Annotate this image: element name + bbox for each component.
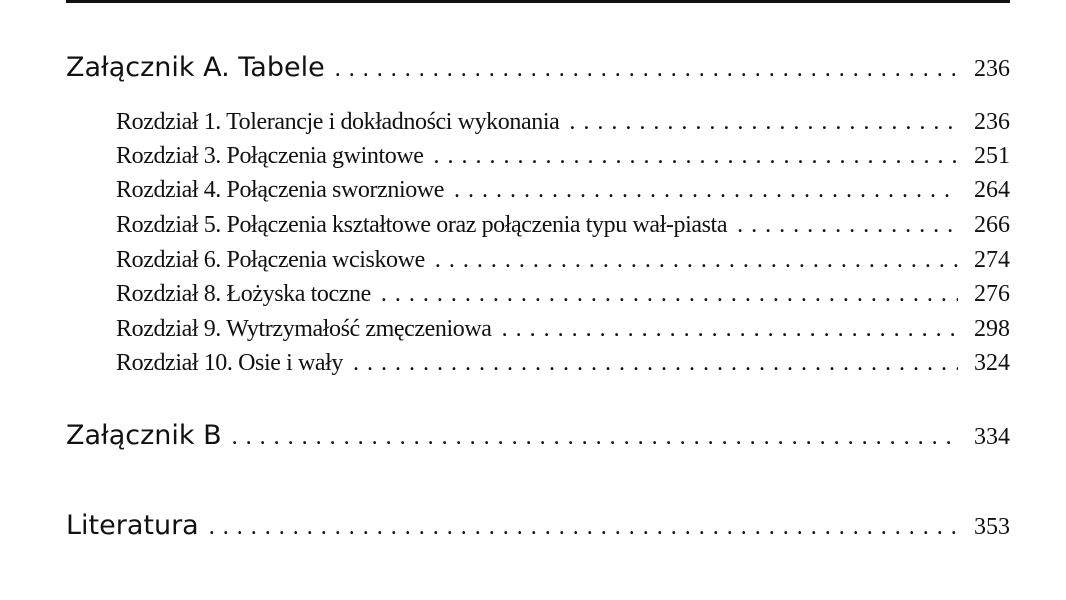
chapter-title: Rozdział 4. Połączenia sworzniowe	[116, 177, 445, 203]
page-number: 274	[974, 247, 1010, 273]
chapter-title: Rozdział 9. Wytrzymałość zmęczeniowa	[116, 316, 492, 342]
section-title: Załącznik A. Tabele	[66, 52, 325, 83]
chapter-title: Rozdział 8. Łożyska toczne	[116, 281, 371, 307]
toc-chapter-8[interactable]	[116, 281, 1010, 308]
section-title: Literatura	[66, 510, 199, 541]
chapter-title: Rozdział 3. Połączenia gwintowe	[116, 143, 424, 169]
page-number: 236	[974, 56, 1010, 82]
toc-chapter-1[interactable]	[116, 109, 1010, 136]
page-number: 298	[974, 316, 1010, 342]
page-number: 236	[974, 109, 1010, 135]
toc-chapter-10[interactable]	[116, 350, 1010, 377]
dot-leader	[209, 514, 958, 541]
top-rule	[66, 0, 1010, 3]
toc-chapter-5[interactable]	[116, 212, 1010, 239]
chapter-title: Rozdział 5. Połączenia kształtowe oraz połączenia typu wał-piasta	[116, 212, 728, 238]
toc-chapter-3[interactable]	[116, 143, 1010, 170]
toc-chapter-9[interactable]	[116, 316, 1010, 343]
page-number: 266	[974, 212, 1010, 238]
section-title: Załącznik B	[66, 420, 222, 451]
dot-leader	[381, 281, 958, 308]
toc-chapter-6[interactable]	[116, 247, 1010, 274]
dot-leader	[569, 109, 958, 136]
page-number: 324	[974, 350, 1010, 376]
toc-chapter-4[interactable]	[116, 177, 1010, 204]
dot-leader	[232, 424, 958, 451]
dot-leader	[502, 316, 958, 343]
dot-leader	[454, 177, 958, 204]
chapter-title: Rozdział 1. Tolerancje i dokładności wykonania	[116, 109, 560, 135]
page-number: 276	[974, 281, 1010, 307]
dot-leader	[737, 212, 958, 239]
page-number: 251	[974, 143, 1010, 169]
dot-leader	[353, 350, 958, 377]
toc-section-bibliography[interactable]	[66, 510, 1010, 541]
page-number: 353	[974, 514, 1010, 540]
chapter-title: Rozdział 6. Połączenia wciskowe	[116, 247, 425, 273]
dot-leader	[434, 143, 959, 170]
page-number: 334	[974, 424, 1010, 450]
toc-section-appendix-b[interactable]	[66, 420, 1010, 451]
dot-leader	[335, 56, 958, 83]
toc-section-appendix-a[interactable]	[66, 52, 1010, 83]
chapter-title: Rozdział 10. Osie i wały	[116, 350, 344, 376]
page-number: 264	[974, 177, 1010, 203]
dot-leader	[435, 247, 958, 274]
